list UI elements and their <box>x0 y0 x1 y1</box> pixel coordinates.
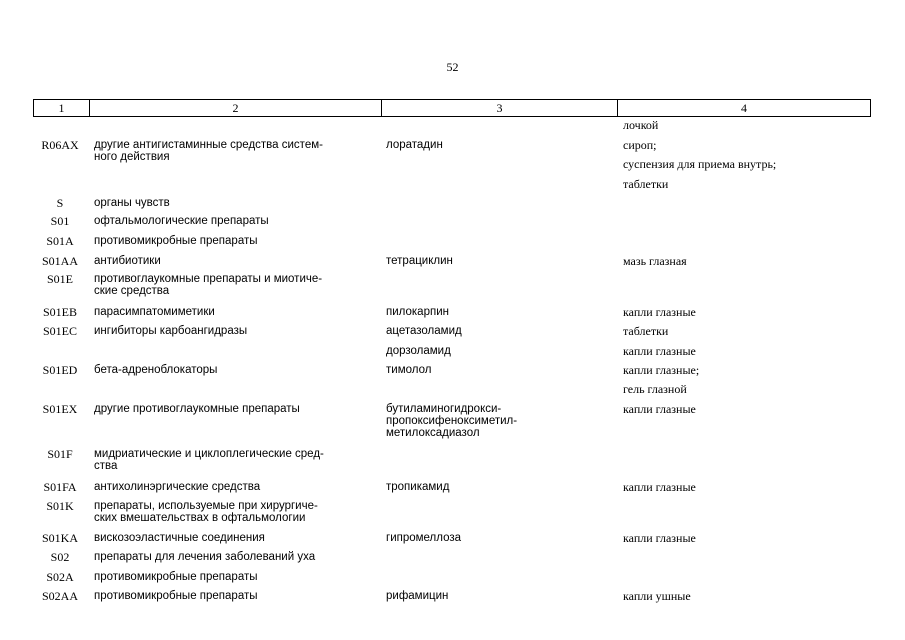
group-name-cell-line: ства <box>94 460 118 472</box>
drug-name-cell <box>386 325 616 337</box>
group-name-cell-line: парасимпатомиметики <box>94 306 215 318</box>
drug-name-cell <box>386 255 616 267</box>
drug-name-cell <box>386 532 616 544</box>
group-name-cell <box>94 403 376 415</box>
drug-name-cell-line: тетрациклин <box>386 255 453 267</box>
dosage-form-cell-line: капли глазные <box>623 344 696 358</box>
dosage-form-cell <box>623 119 863 131</box>
dosage-form-cell-line: таблетки <box>623 177 669 191</box>
group-name-cell-line: офтальмологические препараты <box>94 215 269 227</box>
dosage-form-cell-line: лочкой <box>623 118 659 132</box>
dosage-form-cell-line: капли глазные <box>623 402 696 416</box>
page-number: 52 <box>446 60 459 74</box>
atc-code-cell: S01AA <box>41 254 78 268</box>
group-name-cell-line: антихолинэргические средства <box>94 481 261 493</box>
dosage-form-cell-line: капли ушные <box>623 589 691 603</box>
dosage-form-cell <box>623 364 863 376</box>
atc-code-cell: S02AA <box>41 589 78 603</box>
drug-name-cell <box>386 345 616 357</box>
group-name-cell-line: другие противоглаукомные препараты <box>94 403 300 415</box>
dosage-form-cell-line: капли глазные; <box>623 363 700 377</box>
group-name-cell-line: бета-адреноблокаторы <box>94 364 218 376</box>
group-name-cell-line: ских вмешательствах в офтальмологии <box>94 512 306 524</box>
dosage-form-cell-line: суспензия для приема внутрь; <box>623 157 777 171</box>
group-name-cell-line: противоглаукомные препараты и миотиче- <box>94 273 323 285</box>
atc-code-cell: S02 <box>50 550 70 564</box>
group-name-cell <box>94 325 376 337</box>
dosage-form-cell <box>623 345 863 357</box>
drug-name-cell-line: рифамицин <box>386 590 449 602</box>
group-name-cell <box>94 571 376 583</box>
atc-code-cell: S01K <box>46 499 74 513</box>
drug-name-cell <box>386 590 616 602</box>
table-header-row <box>33 99 871 117</box>
dosage-form-cell <box>623 139 863 151</box>
group-name-cell <box>94 551 376 563</box>
dosage-form-cell <box>623 383 863 395</box>
header-cell-3: 3 <box>381 100 617 116</box>
header-cell-4: 4 <box>617 100 870 116</box>
dosage-form-cell-line: таблетки <box>623 324 669 338</box>
group-name-cell <box>94 448 376 472</box>
atc-code-cell: S01 <box>50 214 70 228</box>
drug-name-cell-line: дорзоламид <box>386 345 451 357</box>
atc-code-cell: S01ED <box>42 363 78 377</box>
group-name-cell-line: ингибиторы карбоангидразы <box>94 325 248 337</box>
drug-name-cell-line: тимолол <box>386 364 432 376</box>
dosage-form-cell <box>623 178 863 190</box>
drug-name-cell-line: бутиламиногидрокси- <box>386 403 502 415</box>
group-name-cell <box>94 306 376 318</box>
group-name-cell <box>94 500 376 524</box>
group-name-cell <box>94 255 376 267</box>
group-name-cell <box>94 364 376 376</box>
group-name-cell-line: ские средства <box>94 285 170 297</box>
drug-name-cell <box>386 139 616 151</box>
dosage-form-cell <box>623 403 863 415</box>
atc-code-cell: S01F <box>47 447 73 461</box>
group-name-cell <box>94 235 376 247</box>
dosage-form-cell <box>623 255 863 267</box>
drug-name-cell-line: тропикамид <box>386 481 450 493</box>
group-name-cell-line: противомикробные препараты <box>94 235 258 247</box>
atc-code-cell: S01KA <box>41 531 78 545</box>
group-name-cell <box>94 532 376 544</box>
dosage-form-cell <box>623 590 863 602</box>
atc-code-cell: R06AX <box>41 138 79 152</box>
dosage-form-cell-line: капли глазные <box>623 531 696 545</box>
drug-name-cell <box>386 306 616 318</box>
dosage-form-cell <box>623 532 863 544</box>
drug-name-cell-line: пропоксифеноксиметил- <box>386 415 518 427</box>
dosage-form-cell <box>623 481 863 493</box>
group-name-cell-line: органы чувств <box>94 197 170 209</box>
group-name-cell-line: противомикробные препараты <box>94 590 258 602</box>
atc-code-cell: S01EB <box>42 305 77 319</box>
atc-code-cell: S02A <box>46 570 74 584</box>
header-cell-2: 2 <box>89 100 381 116</box>
dosage-form-cell-line: мазь глазная <box>623 254 687 268</box>
atc-code-cell: S <box>56 196 64 210</box>
atc-code-cell: S01A <box>46 234 74 248</box>
drug-name-cell-line: ацетазоламид <box>386 325 462 337</box>
group-name-cell <box>94 590 376 602</box>
dosage-form-cell-line: капли глазные <box>623 305 696 319</box>
drug-name-cell-line: пилокарпин <box>386 306 449 318</box>
drug-name-cell-line: лоратадин <box>386 139 443 151</box>
group-name-cell-line: противомикробные препараты <box>94 571 258 583</box>
group-name-cell-line: ного действия <box>94 151 170 163</box>
group-name-cell-line: мидриатические и циклоплегические сред- <box>94 448 324 460</box>
header-cell-1: 1 <box>58 101 65 115</box>
drug-name-cell-line: метилоксадиазол <box>386 427 480 439</box>
dosage-form-cell-line: капли глазные <box>623 480 696 494</box>
drug-name-cell-line: гипромеллоза <box>386 532 462 544</box>
group-name-cell <box>94 197 376 209</box>
group-name-cell-line: препараты, используемые при хирургиче- <box>94 500 318 512</box>
group-name-cell-line: другие антигистаминные средства систем- <box>94 139 323 151</box>
atc-code-cell: S01EX <box>42 402 78 416</box>
dosage-form-cell <box>623 325 863 337</box>
drug-name-cell <box>386 364 616 376</box>
atc-code-cell: S01E <box>46 272 73 286</box>
group-name-cell <box>94 481 376 493</box>
atc-code-cell: S01FA <box>43 480 77 494</box>
group-name-cell <box>94 215 376 227</box>
dosage-form-cell <box>623 158 863 170</box>
dosage-form-cell <box>623 306 863 318</box>
group-name-cell <box>94 273 376 297</box>
drug-name-cell <box>386 403 616 439</box>
dosage-form-cell-line: гель глазной <box>623 382 687 396</box>
drug-name-cell <box>386 481 616 493</box>
group-name-cell-line: вискозоэластичные соединения <box>94 532 265 544</box>
group-name-cell-line: антибиотики <box>94 255 161 267</box>
atc-code-cell: S01EC <box>42 324 77 338</box>
group-name-cell-line: препараты для лечения заболеваний уха <box>94 551 316 563</box>
group-name-cell <box>94 139 376 163</box>
dosage-form-cell-line: сироп; <box>623 138 657 152</box>
